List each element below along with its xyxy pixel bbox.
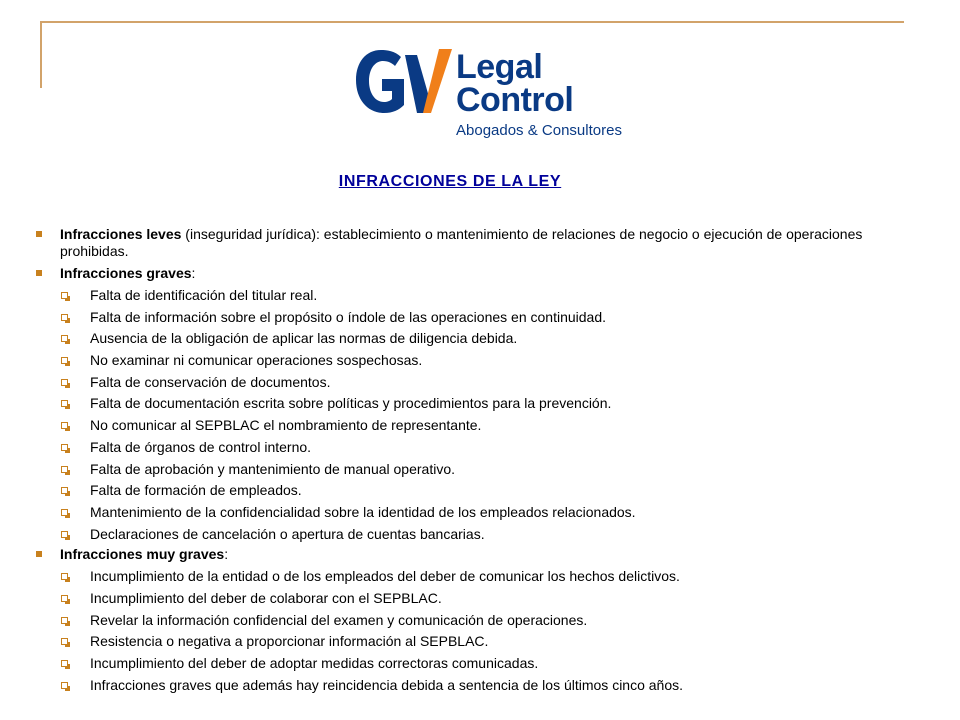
checkbox-bullet-icon bbox=[61, 444, 68, 451]
sub-list-item bbox=[36, 372, 896, 394]
logo-wordmark bbox=[456, 48, 622, 141]
sub-list-item-text: Falta de formación de empleados. bbox=[90, 482, 302, 499]
sub-list-item-text: Incumplimiento del deber de adoptar medidas correctoras comunicadas. bbox=[90, 655, 539, 671]
list-item-graves bbox=[36, 265, 896, 282]
checkbox-bullet-icon bbox=[61, 595, 68, 602]
sub-list-item-text: Resistencia o negativa a proporcionar información al SEPBLAC. bbox=[90, 633, 489, 650]
sub-list-item-text: Falta de aprobación y mantenimiento de manual operativo. bbox=[90, 460, 455, 477]
sub-list-item bbox=[36, 328, 896, 350]
sub-list-item bbox=[36, 459, 896, 481]
square-bullet-icon bbox=[36, 270, 42, 276]
graves-label: Infracciones graves bbox=[60, 265, 192, 281]
checkbox-bullet-icon bbox=[61, 400, 68, 407]
logo-control-text: Control bbox=[456, 81, 574, 119]
sub-list-item bbox=[36, 415, 896, 437]
infractions-list bbox=[36, 226, 896, 696]
muy-graves-suffix: : bbox=[224, 546, 229, 563]
checkbox-bullet-icon bbox=[61, 682, 68, 689]
sub-list-item-text: Revelar la información confidencial del examen y comunicación de operaciones. bbox=[90, 611, 588, 628]
sub-list-item-text: Falta de órganos de control interno. bbox=[90, 438, 312, 455]
page-title: INFRACCIONES DE LA LEY bbox=[338, 173, 562, 190]
sub-list-item-text: Falta de conservación de documentos. bbox=[90, 373, 331, 390]
checkbox-bullet-icon bbox=[61, 573, 68, 580]
sub-list-item bbox=[36, 524, 896, 546]
sub-list-item bbox=[36, 566, 896, 588]
checkbox-bullet-icon bbox=[61, 531, 68, 538]
list-item-leves bbox=[36, 226, 896, 260]
graves-sublist bbox=[36, 285, 896, 545]
checkbox-bullet-icon bbox=[61, 292, 68, 299]
sub-list-item bbox=[36, 502, 896, 524]
checkbox-bullet-icon bbox=[61, 379, 68, 386]
graves-suffix: : bbox=[191, 265, 196, 281]
logo-legal-text: Legal bbox=[456, 48, 543, 86]
checkbox-bullet-icon bbox=[61, 335, 68, 342]
checkbox-bullet-icon bbox=[61, 314, 68, 321]
leves-description: (inseguridad jurídica): establecimiento o mantenimiento de relaciones de negocio o ejecución de operaciones prohibidas. bbox=[60, 226, 863, 259]
sub-list-item bbox=[36, 675, 896, 697]
sub-list-item-text: Falta de documentación escrita sobre políticas y procedimientos para la prevención. bbox=[90, 395, 612, 412]
sub-list-item-text: Falta de identificación del titular real. bbox=[90, 287, 318, 303]
slide-frame-left-line bbox=[40, 21, 42, 88]
square-bullet-icon bbox=[36, 231, 42, 237]
slide-frame-top-line bbox=[40, 21, 904, 23]
list-item-muy-graves bbox=[36, 546, 896, 563]
sub-list-item bbox=[36, 610, 896, 632]
checkbox-bullet-icon bbox=[61, 638, 68, 645]
logo-tagline: Abogados & Consultores bbox=[456, 122, 622, 139]
sub-list-item-text: No examinar ni comunicar operaciones sospechosas. bbox=[90, 352, 423, 369]
muy-graves-sublist bbox=[36, 566, 896, 696]
muy-graves-label: Infracciones muy graves bbox=[60, 546, 225, 563]
sub-list-item-text: Incumplimiento del deber de colaborar con el SEPBLAC. bbox=[90, 589, 442, 606]
sub-list-item-text: No comunicar al SEPBLAC el nombramiento de representante. bbox=[90, 417, 482, 434]
square-bullet-icon bbox=[36, 551, 42, 557]
sub-list-item-text: Falta de información sobre el propósito o índole de las operaciones en continuidad. bbox=[90, 308, 606, 325]
company-logo bbox=[355, 47, 645, 147]
gv-logo-mark bbox=[355, 47, 455, 119]
sub-list-item-text: Mantenimiento de la confidencialidad sobre la identidad de los empleados relacionados. bbox=[90, 503, 636, 520]
sub-list-item bbox=[36, 631, 896, 653]
checkbox-bullet-icon bbox=[61, 660, 68, 667]
sub-list-item bbox=[36, 437, 896, 459]
checkbox-bullet-icon bbox=[61, 509, 68, 516]
sub-list-item bbox=[36, 393, 896, 415]
sub-list-item-text: Incumplimiento de la entidad o de los empleados del deber de comunicar los hechos delictivos. bbox=[90, 568, 680, 585]
sub-list-item bbox=[36, 480, 896, 502]
leves-label: Infracciones leves bbox=[60, 226, 182, 242]
checkbox-bullet-icon bbox=[61, 422, 68, 429]
checkbox-bullet-icon bbox=[61, 617, 68, 624]
sub-list-item-text: Ausencia de la obligación de aplicar las normas de diligencia debida. bbox=[90, 330, 518, 347]
checkbox-bullet-icon bbox=[61, 357, 68, 364]
sub-list-item bbox=[36, 307, 896, 329]
checkbox-bullet-icon bbox=[61, 466, 68, 473]
sub-list-item-text: Declaraciones de cancelación o apertura de cuentas bancarias. bbox=[90, 525, 485, 542]
sub-list-item bbox=[36, 285, 896, 307]
checkbox-bullet-icon bbox=[61, 487, 68, 494]
sub-list-item bbox=[36, 653, 896, 675]
sub-list-item bbox=[36, 588, 896, 610]
sub-list-item-text: Infracciones graves que además hay reincidencia debida a sentencia de los últimos cinco años. bbox=[90, 676, 684, 693]
sub-list-item bbox=[36, 350, 896, 372]
